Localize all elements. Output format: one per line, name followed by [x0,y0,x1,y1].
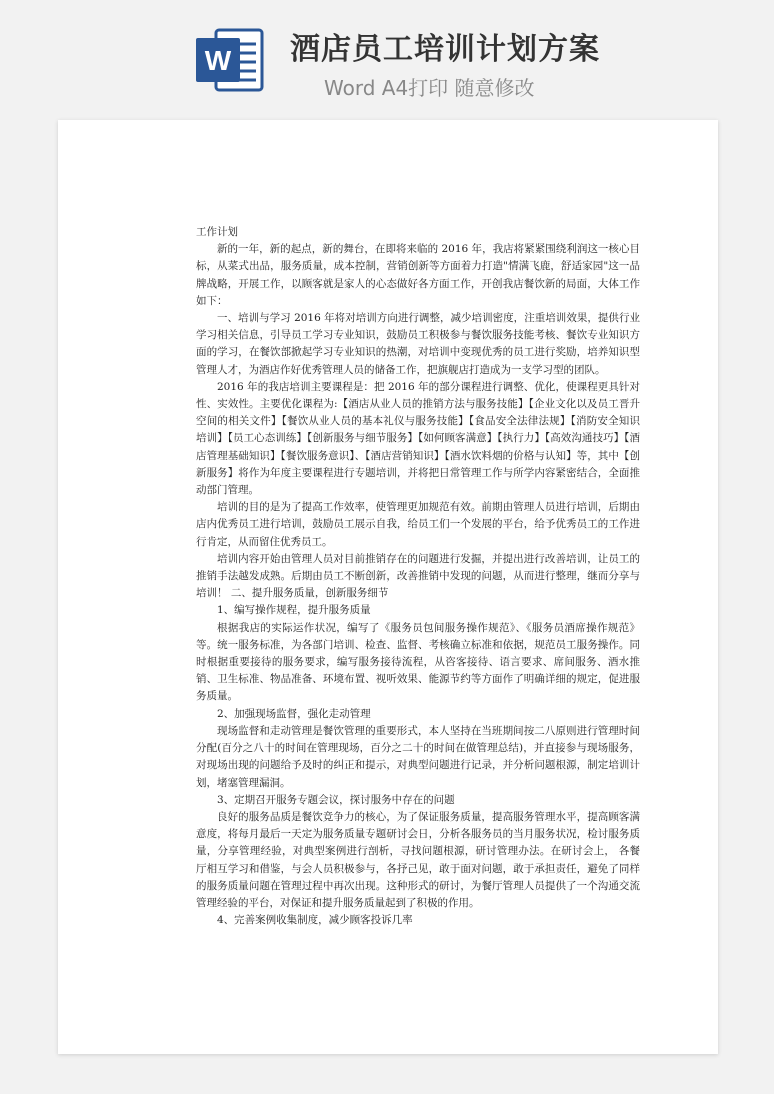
preview-header [0,0,774,118]
document-body [196,224,640,929]
subheading-cases: 4、完善案例收集制度，减少顾客投诉几率 [217,914,413,927]
subheading-supervision: 2、加强现场监督，强化走动管理 [217,707,371,720]
word-document-icon [194,24,264,96]
paragraph-courses: 2016 年的我店培训主要课程是：把 2016 年的部分课程进行调整、优化，使课程更具针对性、实效性。主要优化课程为:【酒店从业人员的推销方法与服务技能】【企业文化以及员工晋升空间的相关文件】【餐饮从业人员的基本礼仪与服务技能】【食品安全法律法规】【消防安全知识培训】【员工心态训练】【创新服务与细节服务】【如何顾客满意】【执行力】【高效沟通技巧】【酒店管理基础知识】【餐饮服务意识】、【酒店营销知识】【酒水饮料烟的价格与认知】等，其中【创新服务】将作为年度主要课程进行专题培训，并将把日常管理工作与所学内容紧密结合，全面推动部门管理。 [196,380,640,497]
section-heading: 工作计划 [196,226,238,238]
paragraph-training-purpose: 培训的目的是为了提高工作效率，使管理更加规范有效。前期由管理人员进行培训，后期由店内优秀员工进行培训，鼓励员工展示自我，给员工们一个发展的平台，给予优秀员工的工作进行肯定，从而留住优秀员工。 [196,501,640,548]
document-subtitle: Word A4打印 随意修改 [324,76,535,100]
subheading-procedures: 1、编写操作规程，提升服务质量 [217,604,371,617]
subheading-meetings: 3、定期召开服务专题会议，探讨服务中存在的问题 [217,793,455,806]
paragraph-intro: 新的一年，新的起点，新的舞台，在即将来临的 2016 年，我店将紧紧围绕利润这一核心目标，从菜式出品，服务质量，成本控制，营销创新等方面着力打造"情满飞鹿，舒适家园"这一品牌战略，开展工作，以顾客就是家人的心态做好各方面工作，开创我店餐饮新的局面，大体工作如下： [196,243,640,307]
document-page [58,120,718,1054]
paragraph-meetings: 良好的服务品质是餐饮竞争力的核心，为了保证服务质量，提高服务管理水平，提高顾客满意度，将每月最后一天定为服务质量专题研讨会日，分析各服务员的当月服务状况，检讨服务质量，分享管理经验，对典型案例进行剖析，寻找问题根源，研讨管理办法。在研讨会上， 各餐厅相互学习和借鉴，与会人员积极参与，各抒己见，敢于面对问题，敢于承担责任，避免了同样的服务质量问题在管理过程中再次出现。这种形式的研讨，为餐厅管理人员提供了一个沟通交流管理经验的平台，对保证和提升服务质量起到了积极的作用。 [196,810,640,909]
document-title: 酒店员工培训计划方案 [290,32,600,67]
paragraph-training: 一、培训与学习 2016 年将对培训方向进行调整，减少培训密度，注重培训效果，提供行业学习相关信息，引导员工学习专业知识，鼓励员工积极参与餐饮服务技能考核、餐饮专业知识方面的学习，在餐饮部掀起学习专业知识的热潮，对培训中变现优秀的员工进行奖励，培养知识型管理人才，为酒店作好优秀管理人员的储备工作，把旗舰店打造成为一支学习型的团队。 [196,312,640,376]
paragraph-supervision: 现场监督和走动管理是餐饮管理的重要形式，本人坚持在当班期间按二八原则进行管理时间分配(百分之八十的时间在管理现场，百分之二十的时间在做管理总结)，并直接参与现场服务，对现场出现的问题给予及时的纠正和提示，对典型问题进行记录，并分析问题根源，制定培训计划，堵塞管理漏洞。 [196,724,640,789]
logo-letter: W [204,45,232,76]
paragraph-training-content: 培训内容开始由管理人员对目前推销存在的问题进行发掘，并提出进行改善培训，让员工的推销手法越发成熟。后期由员工不断创新，改善推销中发现的问题，从而进行整理，继而分享与培训！ 二、提升服务质量，创新服务细节 [196,552,640,600]
paragraph-procedures: 根据我店的实际运作状况，编写了《服务员包间服务操作规范》、《服务员酒席操作规范》等。统一服务标准，为各部门培训、检查、监督、考核确立标准和依据，规范员工服务操作。同时根据重要接待的服务要求，编写服务接待流程，从咨客接待、语言要求、席间服务、酒水推销、卫生标准、物品准备、环境布置、视听效果、能源节约等方面作了明确详细的规定，促进服务质量。 [196,621,640,703]
